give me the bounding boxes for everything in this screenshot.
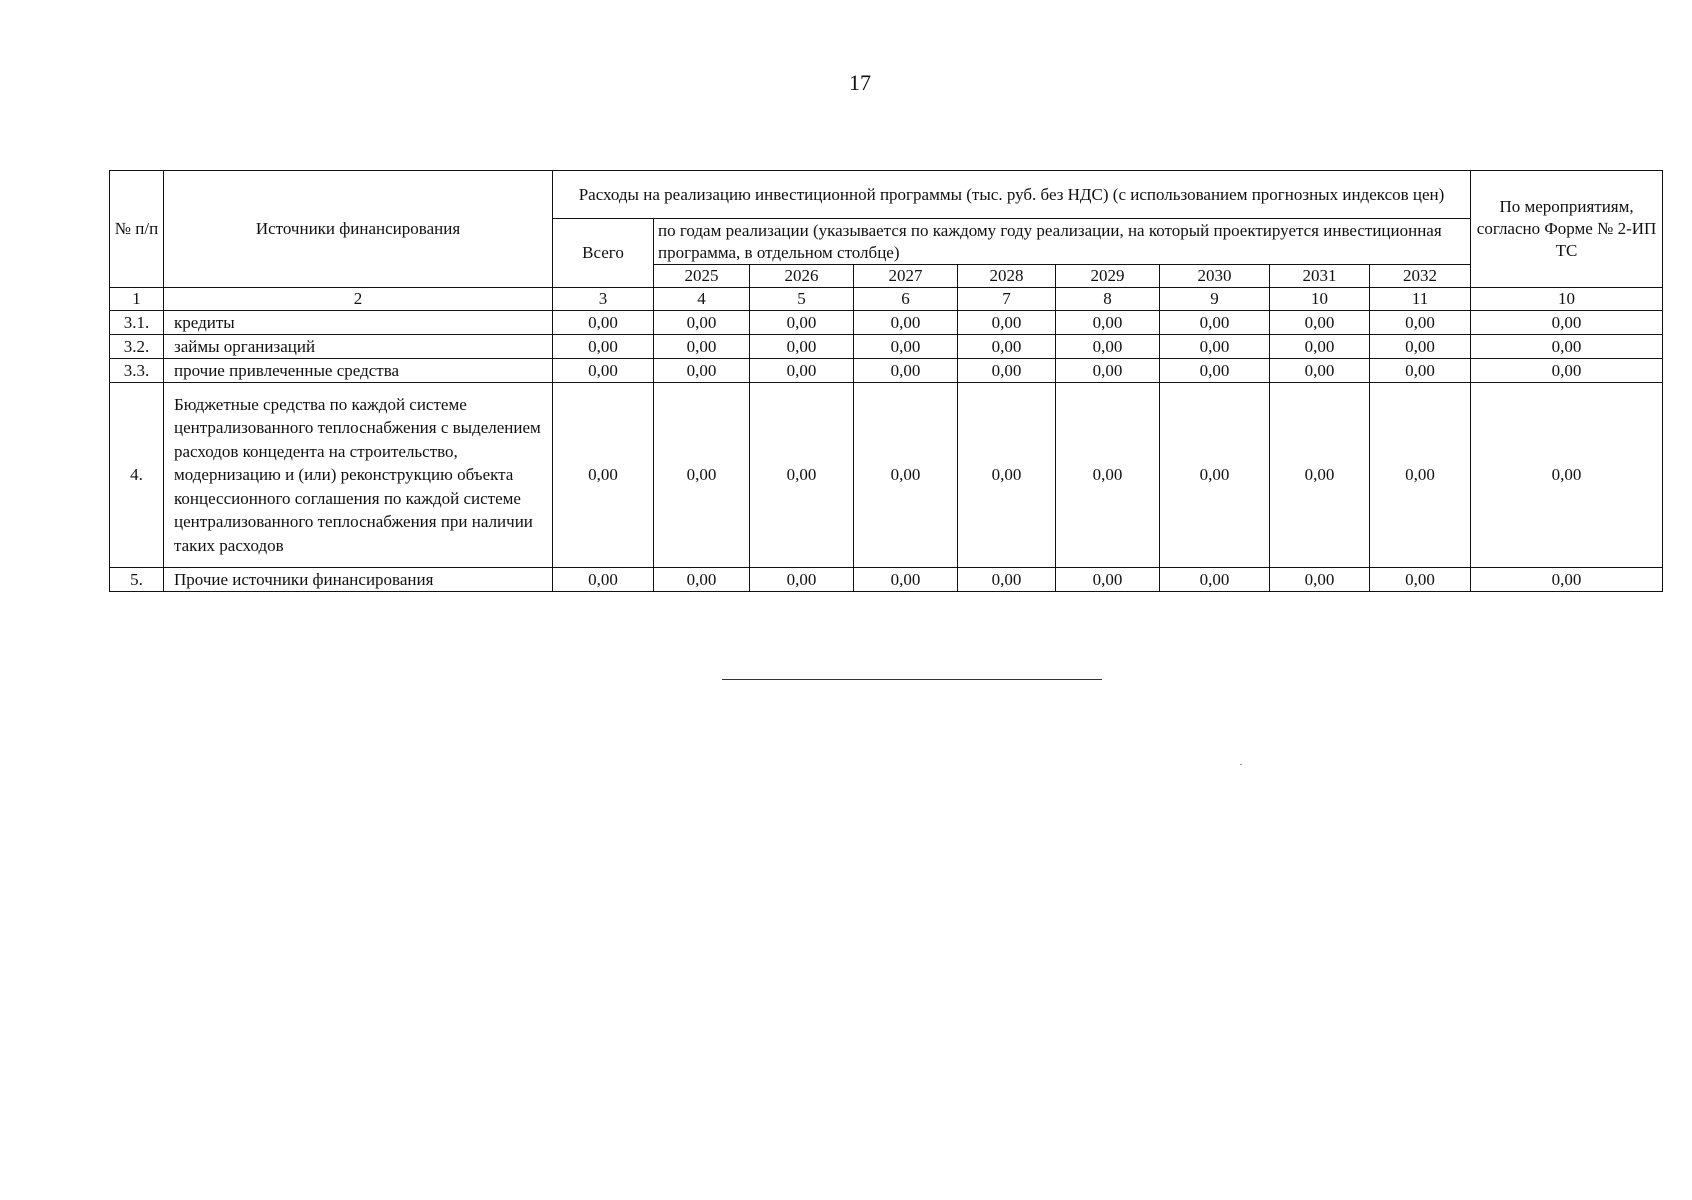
value-cell: 0,00 xyxy=(553,568,654,592)
value-cell: 0,00 xyxy=(958,359,1056,383)
row-source: Бюджетные средства по каждой системе централизованного теплоснабжения с выделением расходов концедента на строительство, модернизацию и (или) реконструкцию объекта концессионного соглашения по каждой системе централизованного теплоснабжения при наличии таких расходов xyxy=(164,383,553,568)
value-cell: 0,00 xyxy=(750,359,854,383)
value-cell: 0,00 xyxy=(854,335,958,359)
end-divider-line xyxy=(722,679,1102,680)
financing-table xyxy=(109,170,1663,592)
year-cell: 2026 xyxy=(750,265,854,288)
row-num: 3.1. xyxy=(110,311,164,335)
row-source: займы организаций xyxy=(164,335,553,359)
value-cell: 0,00 xyxy=(958,335,1056,359)
value-cell: 0,00 xyxy=(1370,568,1471,592)
row-num: 5. xyxy=(110,568,164,592)
column-number: 10 xyxy=(1471,288,1663,311)
value-cell: 0,00 xyxy=(1160,311,1270,335)
page-number: 17 xyxy=(849,70,871,95)
value-cell: 0,00 xyxy=(958,311,1056,335)
row-source: Прочие источники финансирования xyxy=(164,568,553,592)
value-cell: 0,00 xyxy=(654,359,750,383)
value-cell: 0,00 xyxy=(654,568,750,592)
column-number: 1 xyxy=(110,288,164,311)
header-source: Источники финансирования xyxy=(164,171,553,288)
column-numbers-row xyxy=(110,288,1663,311)
column-number: 7 xyxy=(958,288,1056,311)
row-num: 3.2. xyxy=(110,335,164,359)
value-cell: 0,00 xyxy=(1270,359,1370,383)
table-row xyxy=(110,335,1663,359)
value-cell: 0,00 xyxy=(750,335,854,359)
value-cell: 0,00 xyxy=(1370,311,1471,335)
value-cell: 0,00 xyxy=(1471,383,1663,568)
table-row xyxy=(110,311,1663,335)
value-cell: 0,00 xyxy=(958,383,1056,568)
value-cell: 0,00 xyxy=(750,311,854,335)
year-cell: 2028 xyxy=(958,265,1056,288)
value-cell: 0,00 xyxy=(854,568,958,592)
value-cell: 0,00 xyxy=(553,359,654,383)
value-cell: 0,00 xyxy=(654,311,750,335)
value-cell: 0,00 xyxy=(1056,359,1160,383)
column-number: 3 xyxy=(553,288,654,311)
year-cell: 2029 xyxy=(1056,265,1160,288)
row-source: прочие привлеченные средства xyxy=(164,359,553,383)
value-cell: 0,00 xyxy=(854,383,958,568)
value-cell: 0,00 xyxy=(1160,359,1270,383)
column-number: 6 xyxy=(854,288,958,311)
value-cell: 0,00 xyxy=(553,311,654,335)
header-expenses-group: Расходы на реализацию инвестиционной программы (тыс. руб. без НДС) (с использованием прогнозных индексов цен) xyxy=(553,171,1471,219)
value-cell: 0,00 xyxy=(553,335,654,359)
column-number: 8 xyxy=(1056,288,1160,311)
table-row xyxy=(110,359,1663,383)
value-cell: 0,00 xyxy=(1056,383,1160,568)
value-cell: 0,00 xyxy=(1370,383,1471,568)
table-row xyxy=(110,568,1663,592)
value-cell: 0,00 xyxy=(1056,335,1160,359)
column-number: 5 xyxy=(750,288,854,311)
column-number: 2 xyxy=(164,288,553,311)
value-cell: 0,00 xyxy=(1270,568,1370,592)
column-number: 9 xyxy=(1160,288,1270,311)
value-cell: 0,00 xyxy=(1471,359,1663,383)
value-cell: 0,00 xyxy=(1471,335,1663,359)
value-cell: 0,00 xyxy=(854,359,958,383)
header-measures: По мероприятиям, согласно Форме № 2-ИП ТС xyxy=(1471,171,1663,288)
value-cell: 0,00 xyxy=(1370,335,1471,359)
value-cell: 0,00 xyxy=(1471,311,1663,335)
year-cell: 2032 xyxy=(1370,265,1471,288)
year-cell: 2025 xyxy=(654,265,750,288)
year-cell: 2027 xyxy=(854,265,958,288)
column-number: 11 xyxy=(1370,288,1471,311)
value-cell: 0,00 xyxy=(1270,311,1370,335)
value-cell: 0,00 xyxy=(1056,568,1160,592)
value-cell: 0,00 xyxy=(1370,359,1471,383)
table-row xyxy=(110,383,1663,568)
value-cell: 0,00 xyxy=(1270,383,1370,568)
value-cell: 0,00 xyxy=(1160,568,1270,592)
value-cell: 0,00 xyxy=(958,568,1056,592)
row-num: 4. xyxy=(110,383,164,568)
header-num: № п/п xyxy=(110,171,164,288)
value-cell: 0,00 xyxy=(654,335,750,359)
value-cell: 0,00 xyxy=(1056,311,1160,335)
row-num: 3.3. xyxy=(110,359,164,383)
value-cell: 0,00 xyxy=(1471,568,1663,592)
header-years-group: по годам реализации (указывается по каждому году реализации, на который проектируется инвестиционная программа, в отдельном столбце) xyxy=(654,219,1471,265)
column-number: 10 xyxy=(1270,288,1370,311)
value-cell: 0,00 xyxy=(750,383,854,568)
value-cell: 0,00 xyxy=(750,568,854,592)
scan-speck xyxy=(1240,764,1242,765)
value-cell: 0,00 xyxy=(654,383,750,568)
value-cell: 0,00 xyxy=(1160,383,1270,568)
year-cell: 2031 xyxy=(1270,265,1370,288)
row-source: кредиты xyxy=(164,311,553,335)
value-cell: 0,00 xyxy=(854,311,958,335)
header-total: Всего xyxy=(553,219,654,288)
value-cell: 0,00 xyxy=(1270,335,1370,359)
year-cell: 2030 xyxy=(1160,265,1270,288)
column-number: 4 xyxy=(654,288,750,311)
value-cell: 0,00 xyxy=(1160,335,1270,359)
value-cell: 0,00 xyxy=(553,383,654,568)
